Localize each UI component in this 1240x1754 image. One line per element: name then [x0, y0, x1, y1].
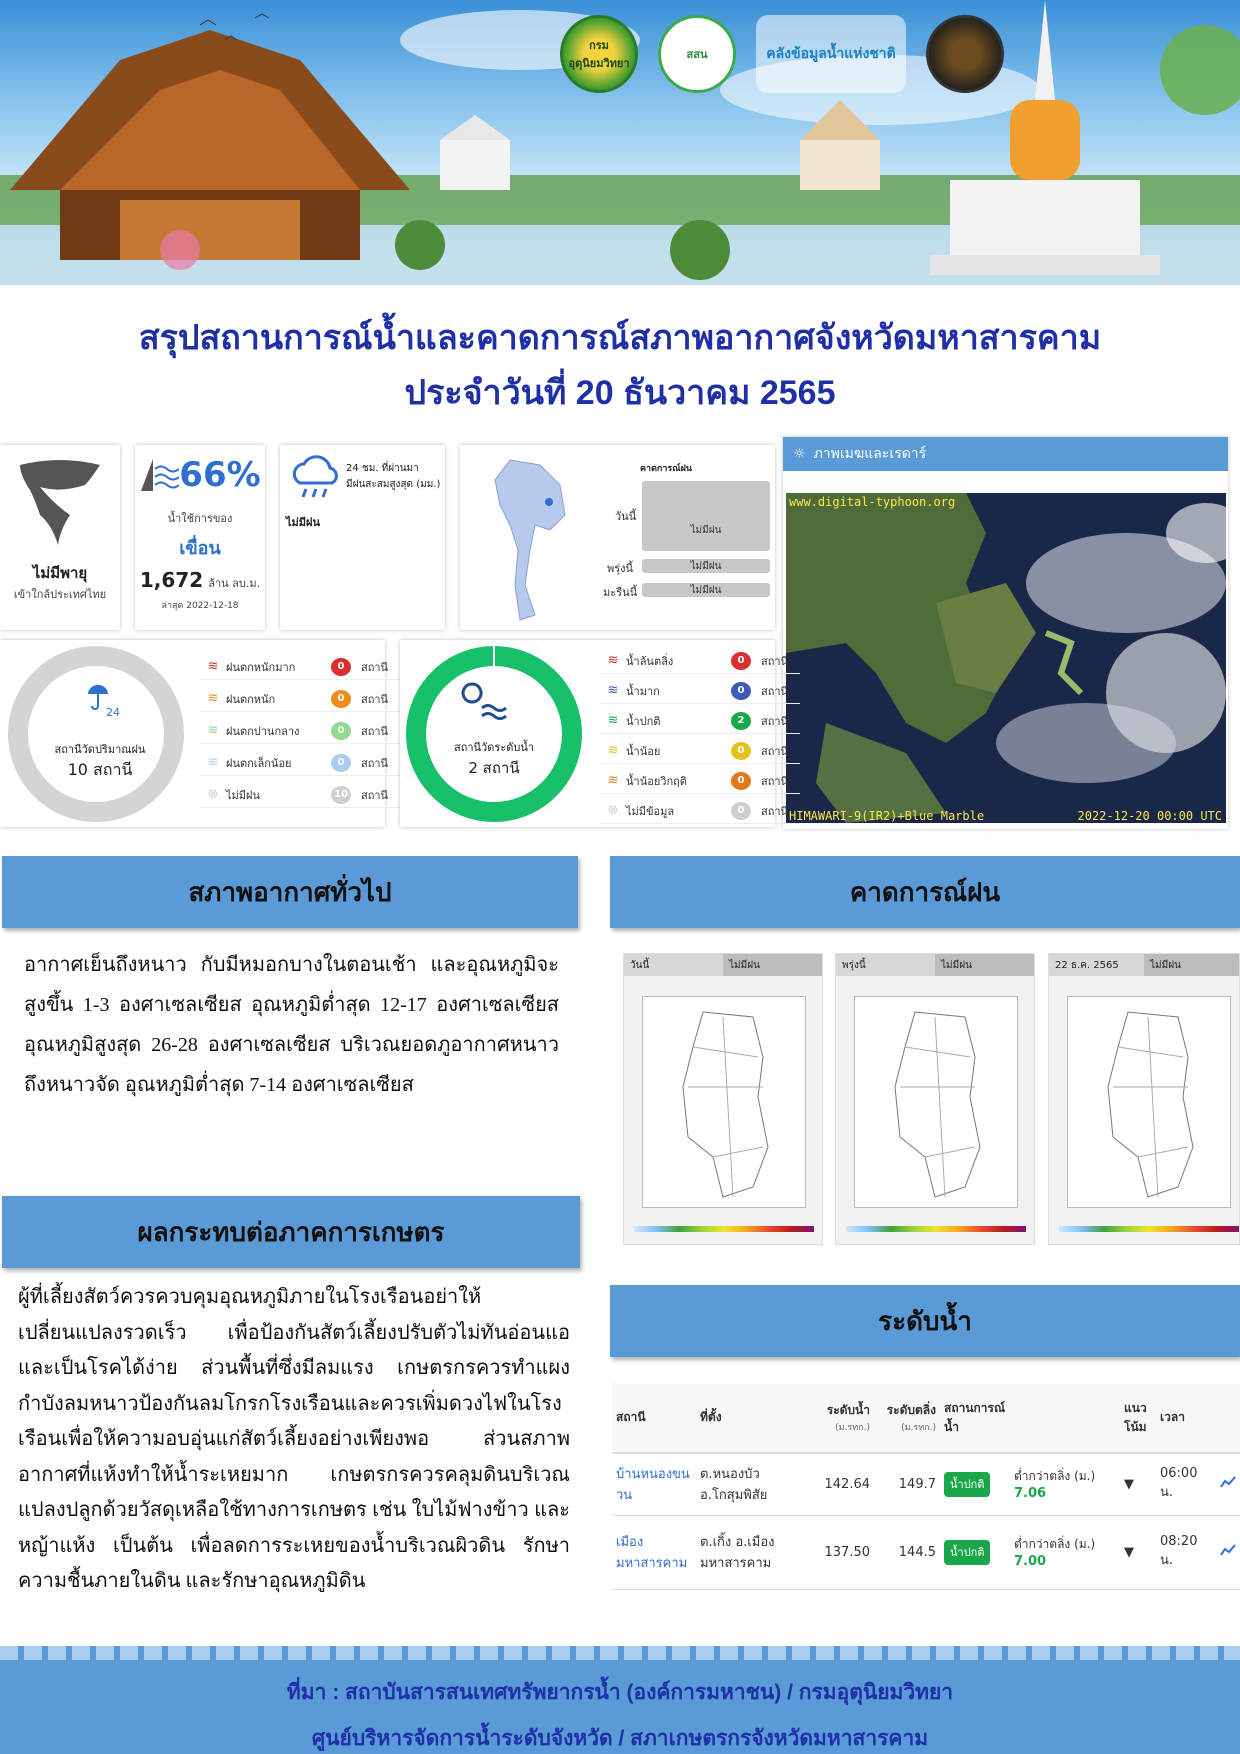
legend-count-badge: 0 [731, 742, 751, 760]
legend-count-badge: 0 [331, 658, 351, 676]
province-map [855, 997, 1019, 1209]
forecast-day-next: มะรืนนี้ [603, 586, 638, 599]
chart-icon[interactable] [1216, 1515, 1240, 1589]
water-wave-icon: ≋ [607, 743, 619, 758]
storm-status: ไม่มีพายุ [32, 564, 88, 582]
col-bank-label: ระดับตลิ่ง [886, 1403, 936, 1417]
forecast-bar-next: ไม่มีฝน [642, 583, 770, 597]
water-wave-icon: ≋ [607, 713, 619, 728]
col-bank-unit: (ม.รทก.) [901, 1423, 936, 1433]
rain24-value: ไม่มีฝน [286, 516, 320, 529]
legend-row [200, 750, 400, 776]
legend-row [200, 686, 400, 712]
rain-map-value: ไม่มีฝน [723, 954, 822, 976]
footer-source-line2: ศูนย์บริหารจัดการน้ำระดับจังหวัด / สภาเกษตรกรจังหวัดมหาสารคาม [311, 1727, 929, 1750]
footer-source-line1: ที่มา : สถาบันสารสนเทศทรัพยากรน้ำ (องค์การมหาชน) / กรมอุตุนิยมวิทยา [286, 1681, 954, 1704]
legend-row [600, 798, 800, 824]
time-value: 06:00 น. [1156, 1453, 1216, 1515]
dam-volume: 1,672 [139, 568, 204, 592]
legend-count-badge: 0 [331, 690, 351, 708]
delta-value: 7.06 [1014, 1486, 1047, 1502]
rain-map-value: ไม่มีฝน [1144, 954, 1239, 976]
satellite-timestamp: 2022-12-20 00:00 UTC [1077, 809, 1222, 823]
col-level [808, 1383, 874, 1453]
trend-down-icon: ▼ [1120, 1453, 1156, 1515]
tmd-logo: กรมอุตุนิยมวิทยา [560, 15, 638, 93]
rain-map-value: ไม่มีฝน [935, 954, 1034, 976]
bank-level-value: 149.7 [874, 1453, 940, 1515]
dam-percent: 66% [179, 455, 261, 495]
sun-cloud-icon: ☼ [793, 446, 806, 462]
delta-value: 7.00 [1014, 1554, 1047, 1569]
cloud-rain-icon [288, 453, 344, 501]
rain-map-tomorrow [835, 953, 1035, 1245]
tornado-icon [0, 445, 120, 555]
rain-stations-card [0, 640, 389, 827]
legend-unit: สถานี [361, 724, 389, 738]
storm-card [0, 445, 120, 630]
legend-row [600, 678, 800, 704]
logo-row [560, 15, 1004, 93]
water-stations-count: 2 สถานี [468, 759, 520, 777]
rain-stations-count: 10 สถานี [67, 760, 133, 779]
rain-map-day3 [1048, 953, 1240, 1245]
legend-unit: สถานี [361, 788, 389, 802]
general-weather-heading: สภาพอากาศทั่วไป [2, 856, 578, 928]
water-legend [600, 648, 789, 828]
forecast-day-today: วันนี้ [615, 510, 637, 523]
col-status: สถานการณ์น้ำ [940, 1383, 1010, 1453]
legend-label: ฝนตกหนักมาก [226, 660, 296, 674]
legend-count-badge: 0 [331, 722, 351, 740]
delta-label: ต่ำกว่าตลิ่ง (ม.) [1014, 1537, 1096, 1551]
rain-scale [1059, 1226, 1239, 1232]
page-title: สรุปสถานการณ์น้ำและคาดการณ์สภาพอากาศจังหวัดมหาสารคาม [138, 319, 1102, 357]
bank-level-value: 144.5 [874, 1515, 940, 1589]
water-wave-icon: ⊗ [607, 803, 619, 818]
legend-row [200, 782, 400, 808]
rain-stations-label: สถานีวัดปริมาณฝน [54, 743, 146, 756]
legend-label: น้ำล้นตลิ่ง [626, 654, 674, 668]
satellite-header [783, 437, 1228, 471]
dam-unit: ล้าน ลบ.ม. [208, 577, 261, 590]
col-chart [1216, 1383, 1240, 1453]
rain24-sub: มีฝนสะสมสูงสุด (มม.) [346, 479, 441, 490]
forecast-day-tomorrow: พรุ่งนี้ [607, 562, 634, 575]
water-wave-icon: ≋ [607, 653, 619, 668]
station-link[interactable]: เมืองมหาสารคาม [612, 1515, 696, 1589]
agri-impact-text: ผู้ที่เลี้ยงสัตว์ควรควบคุมอุณหภูมิภายในโรงเรือนอย่าให้เปลี่ยนแปลงรวดเร็ว เพื่อป้องกันสัตว์เลี้ยงปรับตัวไม่ทันอ่อนแอ และเป็นโรคได้ง่าย ส่วนพื้นที่ซึ่งมีลมแรง เกษตรกรควรทำแผงกำบังลมหนาวป้องกันลมโกรกโรงเรือนและควรเพิ่มดวงไฟในโรงเรือนเพื่อให้ความอบอุ่นแก่สัตว์เลี้ยงอย่างเพียงพอ ส่วนสภาพอากาศที่แห้งทำให้น้ำระเหยมาก เกษตรกรควรคลุมดินบริเวณแปลงปลูกด้วยวัสดุเหลือใช้ทางการเกษตร เช่น ใบไม้ฟางข้าว และหญ้าแห้ง เป็นต้น เพื่อลดการระเหยของน้ำบริเวณผิวดิน รักษาความชื้นภายในดิน และรักษาอุณหภูมิดิน [18, 1286, 570, 1592]
province-map [1068, 997, 1232, 1209]
legend-label: ฝนตกปานกลาง [226, 724, 300, 738]
water-stations-donut [404, 644, 584, 824]
trend-down-icon: ▼ [1120, 1515, 1156, 1589]
legend-row [600, 648, 800, 674]
forecast-bar-today: ไม่มีฝน [642, 481, 770, 551]
dam-name: เขื่อน [179, 538, 221, 559]
forecast-card [460, 445, 775, 630]
legend-label: น้ำปกติ [626, 714, 661, 728]
legend-row [200, 718, 400, 744]
rain24-title: 24 ชม. ที่ผ่านมา [346, 463, 419, 474]
footer [0, 1646, 1240, 1754]
rain-cloud-icon: ≋ [207, 659, 219, 674]
legend-count-badge: 10 [331, 786, 351, 804]
table-row [612, 1515, 1240, 1589]
water-level-value: 142.64 [808, 1453, 874, 1515]
satellite-caption: HIMAWARI-9(IR2)+Blue Marble [789, 809, 985, 823]
dam-icon [139, 457, 179, 493]
satellite-image [786, 493, 1226, 823]
legend-unit: สถานี [761, 684, 789, 698]
rain-scale [634, 1226, 814, 1232]
general-weather-text: อากาศเย็นถึงหนาว กับมีหมอกบางในตอนเช้า และอุณหภูมิจะสูงขึ้น 1-3 องศาเซลเซียส อุณหภูมิต่ำสุด 12-17 องศาเซลเซียส อุณหภูมิสูงสุด 26-28 องศาเซลเซียส บริเวณยอดภูอากาศหนาวถึงหนาวจัด อุณหภูมิต่ำสุด 7-14 องศาเซลเซียส [24, 954, 559, 1096]
hii-logo: สสน [658, 15, 736, 93]
legend-unit: สถานี [761, 804, 789, 818]
rain-map-day: 22 ธ.ค. 2565 [1049, 954, 1144, 976]
delta-label: ต่ำกว่าตลิ่ง (ม.) [1014, 1469, 1096, 1484]
legend-label: น้ำน้อยวิกฤติ [626, 774, 687, 788]
status-badge: น้ำปกติ [944, 1540, 990, 1565]
satellite-card [783, 437, 1228, 829]
province-map [643, 997, 807, 1209]
rain-forecast-heading: คาดการณ์ฝน [610, 856, 1240, 928]
forecast-title: คาดการณ์ฝน [640, 464, 693, 474]
legend-count-badge: 0 [731, 772, 751, 790]
legend-label: ฝนตกเล็กน้อย [226, 756, 292, 770]
satellite-source: www.digital-typhoon.org [789, 495, 956, 509]
status-cell [940, 1515, 1010, 1589]
storm-sub: เข้าใกล้ประเทศไทย [13, 588, 107, 601]
legend-unit: สถานี [361, 756, 389, 770]
chart-icon[interactable] [1216, 1453, 1240, 1515]
legend-unit: สถานี [361, 660, 389, 674]
col-bank [874, 1383, 940, 1453]
delta-cell [1010, 1453, 1120, 1515]
rain-cloud-icon: ≋ [207, 691, 219, 706]
water-stations-label: สถานีวัดระดับน้ำ [453, 741, 535, 754]
legend-row [600, 768, 800, 794]
station-location: ต.เกิ้ง อ.เมือง มหาสารคาม [696, 1515, 808, 1589]
legend-count-badge: 0 [731, 652, 751, 670]
rain-stations-donut [6, 644, 186, 824]
col-level-label: ระดับน้ำ [826, 1403, 870, 1417]
water-level-value: 137.50 [808, 1515, 874, 1589]
rain-legend [200, 654, 389, 824]
water-wave-icon: ≋ [607, 683, 619, 698]
rain-cloud-icon: ⊗ [207, 787, 219, 802]
svg-text:24: 24 [106, 706, 120, 719]
time-value: 08:20 น. [1156, 1515, 1216, 1589]
col-level-unit: (ม.รทก.) [835, 1423, 870, 1433]
satellite-title: ภาพเมฆและเรดาร์ [813, 446, 927, 462]
water-level-heading: ระดับน้ำ [610, 1285, 1240, 1357]
legend-label: น้ำน้อย [626, 744, 661, 758]
water-stations-card [400, 640, 789, 827]
legend-label: น้ำมาก [626, 684, 660, 698]
col-delta [1010, 1383, 1120, 1453]
delta-cell [1010, 1515, 1120, 1589]
legend-label: ไม่มีข้อมูล [626, 804, 675, 818]
legend-label: ไม่มีฝน [226, 788, 260, 802]
dam-label: น้ำใช้การของ [167, 512, 233, 525]
legend-count-badge: 2 [731, 712, 751, 730]
rain-cloud-icon: ≋ [207, 755, 219, 770]
rain-map-day: พรุ่งนี้ [836, 954, 935, 976]
rain-scale [846, 1226, 1026, 1232]
rain-cloud-icon: ≋ [207, 723, 219, 738]
farmer-council-logo [926, 15, 1004, 93]
dam-card [135, 445, 265, 630]
page-date: ประจำวันที่ 20 ธันวาคม 2565 [404, 374, 836, 412]
legend-count-badge: 0 [731, 682, 751, 700]
legend-unit: สถานี [761, 744, 789, 758]
legend-row [200, 654, 400, 680]
legend-row [600, 708, 800, 734]
station-link[interactable]: บ้านหนองขนวน [612, 1453, 696, 1515]
legend-unit: สถานี [761, 654, 789, 668]
nwc-logo: คลังข้อมูลน้ำแห่งชาติ [756, 15, 906, 93]
forecast-bar-tomorrow: ไม่มีฝน [642, 559, 770, 573]
agri-impact-heading: ผลกระทบต่อภาคการเกษตร [2, 1196, 580, 1268]
legend-count-badge: 0 [331, 754, 351, 772]
thailand-map [480, 455, 580, 625]
footer-stripe [0, 1646, 1240, 1660]
col-trend: แนวโน้ม [1120, 1383, 1156, 1453]
table-row [612, 1453, 1240, 1515]
legend-label: ฝนตกหนัก [226, 692, 276, 706]
col-station: สถานี [612, 1383, 696, 1453]
dam-updated: ล่าสุด 2022-12-18 [161, 601, 239, 611]
status-cell [940, 1453, 1010, 1515]
col-location: ที่ตั้ง [696, 1383, 808, 1453]
status-badge: น้ำปกติ [944, 1472, 990, 1497]
legend-unit: สถานี [761, 774, 789, 788]
legend-row [600, 738, 800, 764]
water-wave-icon: ≋ [607, 773, 619, 788]
col-time: เวลา [1156, 1383, 1216, 1453]
legend-unit: สถานี [361, 692, 389, 706]
rain-map-day: วันนี้ [624, 954, 723, 976]
legend-count-badge: 0 [731, 802, 751, 820]
rain24-card [280, 445, 445, 630]
header-banner [0, 0, 1240, 430]
station-location: ต.หนองบัว อ.โกสุมพิสัย [696, 1453, 808, 1515]
rain-map-today [623, 953, 823, 1245]
legend-unit: สถานี [761, 714, 789, 728]
water-level-table [612, 1383, 1240, 1590]
